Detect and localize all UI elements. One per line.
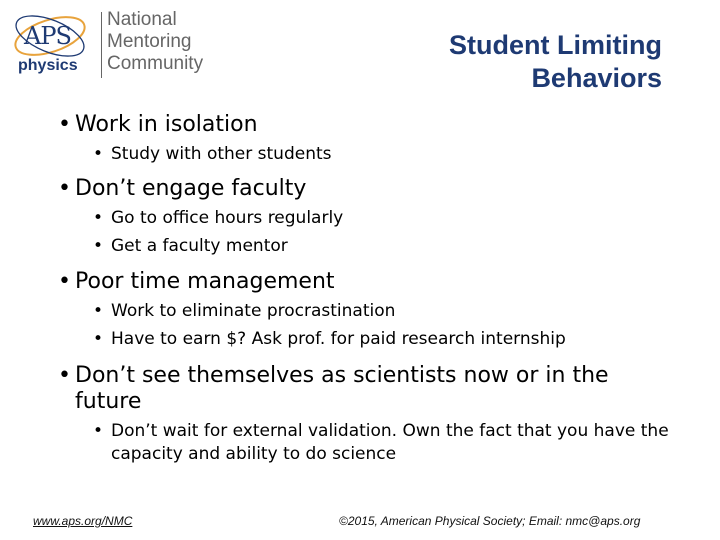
sub-bullet bbox=[93, 207, 343, 230]
aps-physics-logo-mark bbox=[10, 10, 96, 80]
sub-bullet-text: Don’t wait for external validation. Own the fact that you have the capacity and ability to do science bbox=[111, 421, 669, 464]
bullet-text: Work in isolation bbox=[75, 112, 258, 137]
bullet-dot-icon: • bbox=[93, 301, 104, 321]
sub-bullet bbox=[93, 235, 288, 258]
nmc-wordmark bbox=[107, 9, 203, 75]
bullet-dont-engage-faculty bbox=[58, 176, 306, 202]
sub-bullet-text: Work to eliminate procrastination bbox=[111, 301, 396, 321]
bullet-dot-icon: • bbox=[93, 208, 104, 228]
sub-bullet bbox=[93, 143, 332, 166]
slide-title-line-1: Student Limiting bbox=[449, 30, 662, 60]
aps-nmc-logo bbox=[10, 10, 230, 82]
bullet-text: Don’t engage faculty bbox=[75, 176, 307, 201]
footer-copyright: ©2015, American Physical Society; Email: nmc@aps.org bbox=[339, 514, 641, 528]
bullet-poor-time-management bbox=[58, 269, 335, 295]
bullet-scientist-identity bbox=[58, 363, 658, 415]
bullet-dot-icon: • bbox=[93, 236, 104, 256]
aps-letters: APS bbox=[24, 22, 71, 50]
bullet-dot-icon: • bbox=[58, 176, 71, 201]
logo-divider bbox=[101, 12, 102, 78]
aps-physics-word: physics bbox=[18, 57, 78, 74]
nmc-line-2: Mentoring bbox=[107, 31, 192, 52]
footer-link-aps-nmc[interactable]: www.aps.org/NMC bbox=[33, 514, 133, 528]
bullet-text: Poor time management bbox=[75, 269, 335, 294]
sub-bullet bbox=[93, 328, 653, 351]
sub-bullet-text: Get a faculty mentor bbox=[111, 236, 288, 256]
bullet-dot-icon: • bbox=[93, 421, 104, 441]
bullet-dot-icon: • bbox=[58, 363, 71, 388]
sub-bullet-text: Have to earn $? Ask prof. for paid research internship bbox=[111, 329, 566, 349]
bullet-text: Don’t see themselves as scientists now or in the future bbox=[75, 363, 609, 414]
bullet-dot-icon: • bbox=[93, 144, 104, 164]
nmc-line-3: Community bbox=[107, 53, 204, 74]
sub-bullet bbox=[93, 420, 678, 466]
sub-bullet-text: Study with other students bbox=[111, 144, 332, 164]
sub-bullet bbox=[93, 300, 395, 323]
bullet-dot-icon: • bbox=[58, 269, 71, 294]
bullet-work-in-isolation bbox=[58, 112, 258, 138]
nmc-line-1: National bbox=[107, 9, 177, 30]
bullet-dot-icon: • bbox=[93, 329, 104, 349]
sub-bullet-text: Go to office hours regularly bbox=[111, 208, 344, 228]
bullet-dot-icon: • bbox=[58, 112, 71, 137]
slide-title-line-2: Behaviors bbox=[531, 63, 662, 93]
slide-title bbox=[449, 29, 662, 95]
